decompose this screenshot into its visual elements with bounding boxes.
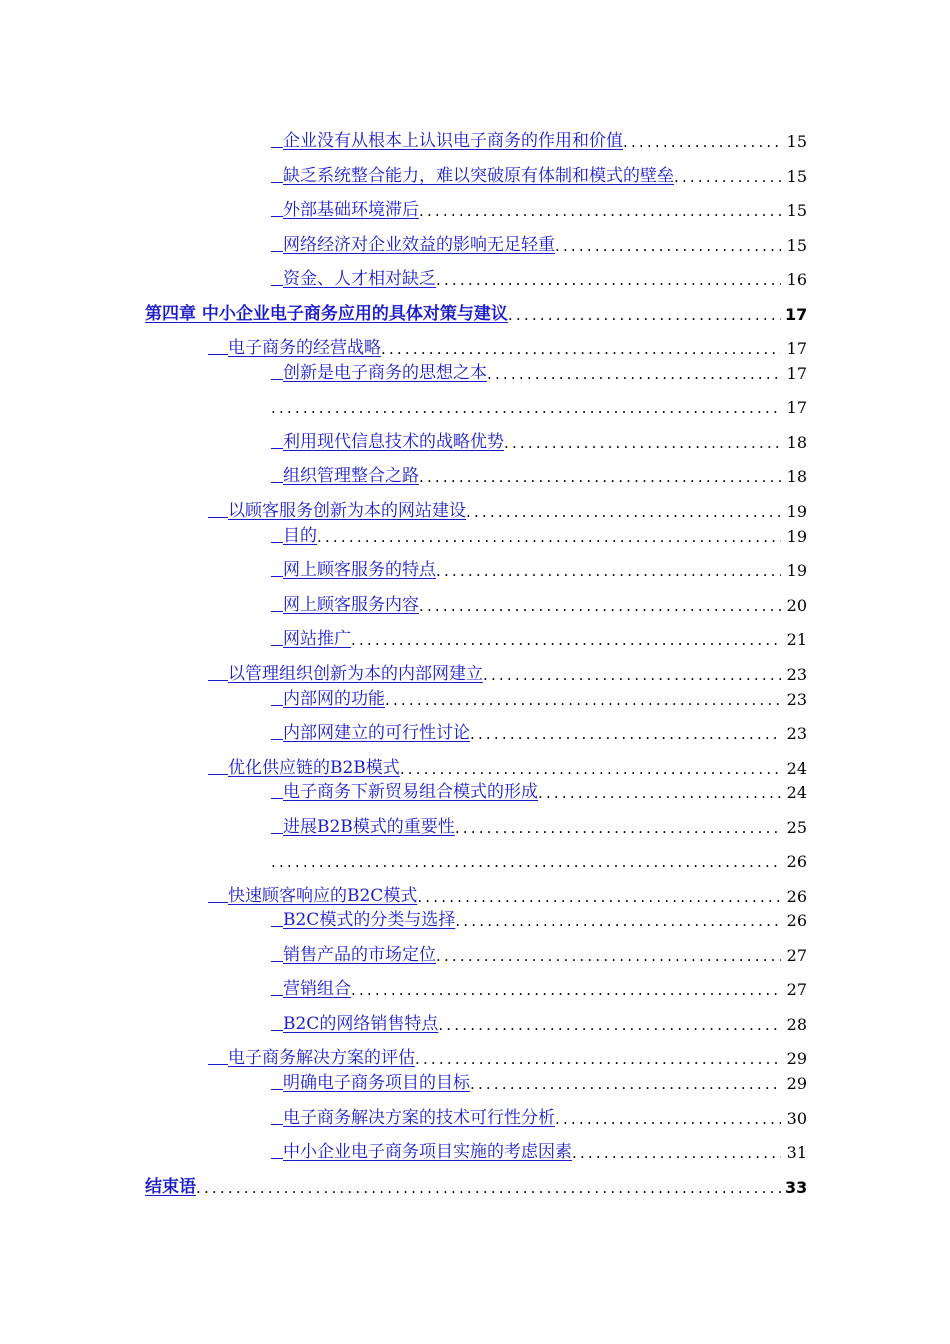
toc-entry[interactable] [271,357,807,383]
toc-entry-indent [208,516,228,518]
toc-entry[interactable] [271,554,807,580]
toc-entry-leader [555,1110,781,1128]
toc-entry-leader [572,1144,781,1162]
toc-entry[interactable] [208,495,807,521]
toc-entry-leader [381,340,781,358]
toc-entry-leader [470,1075,781,1093]
toc-entry-title[interactable]: 网站推广 [283,629,351,649]
toc-entry-leader [196,1179,781,1197]
toc-entry-indent [208,1063,228,1065]
toc-entry-page-number: 18 [786,433,807,452]
toc-entry[interactable] [271,1102,807,1128]
toc-entry-indent [208,901,228,903]
toc-entry-leader [455,819,781,837]
toc-entry-title[interactable]: 组织管理整合之路 [283,466,419,486]
toc-entry-page-number: 15 [786,167,807,186]
toc-entry-indent [271,481,283,483]
toc-entry-indent [271,447,283,449]
toc-entry-indent [271,1123,283,1125]
toc-entry[interactable] [271,160,807,186]
toc-entry-page-number: 28 [786,1015,807,1034]
toc-entry-indent [271,146,283,148]
toc-entry-title[interactable]: 以顾客服务创新为本的网站建设 [228,501,466,521]
toc-entry[interactable] [208,658,807,684]
toc-entry-title[interactable]: 结束语 [145,1177,196,1197]
toc-entry-leader [674,168,781,186]
toc-entry-title[interactable]: 网上顾客服务内容 [283,595,419,615]
toc-entry[interactable] [208,752,807,778]
toc-entry-leader [555,237,781,255]
toc-entry-indent [271,960,283,962]
toc-entry-indent [271,925,283,927]
toc-entry[interactable] [271,683,807,709]
toc-entry[interactable] [271,589,807,615]
toc-entry-title[interactable]: 第四章 中小企业电子商务应用的具体对策与建议 [145,304,508,324]
toc-entry-title[interactable]: 营销组合 [283,979,351,999]
toc-entry-leader [436,562,781,580]
toc-entry-page-number: 33 [785,1178,808,1197]
toc-entry-indent [271,797,283,799]
toc-entry-indent [208,679,228,681]
toc-entry[interactable] [271,391,807,417]
toc-entry-page-number: 15 [786,132,807,151]
toc-entry-leader [415,1050,781,1068]
toc-entry-page-number: 25 [786,818,807,837]
toc-entry[interactable] [208,332,807,358]
toc-entry-indent [271,738,283,740]
toc-entry-page-number: 19 [786,527,807,546]
toc-entry-indent [271,832,283,834]
toc-entry-page-number: 23 [786,724,807,743]
toc-entry-leader [504,434,781,452]
toc-entry-indent [271,704,283,706]
toc-entry-title[interactable]: 销售产品的市场定位 [283,945,436,965]
toc-entry-page-number: 24 [786,759,807,778]
toc-entry[interactable] [271,1008,807,1034]
toc-entry-title[interactable]: 快速顾客响应的B2C模式 [228,886,418,906]
toc-entry-page-number: 20 [786,596,807,615]
toc-entry-title[interactable]: 中小企业电子商务项目实施的考虑因素 [283,1142,572,1162]
toc-entry-leader [419,597,781,615]
toc-entry-indent [271,378,283,380]
toc-entry-title[interactable]: B2C模式的分类与选择 [283,910,456,930]
toc-entry-indent [271,250,283,252]
toc-entry[interactable] [271,194,807,220]
toc-entry[interactable] [271,1067,807,1093]
toc-entry-leader [483,666,781,684]
toc-entry-leader [419,468,781,486]
toc-entry-indent [271,541,283,543]
toc-entry-leader [538,784,781,802]
toc-entry-leader [487,365,781,383]
toc-entry[interactable] [271,1136,807,1162]
toc-entry-title[interactable]: 目的 [283,526,317,546]
toc-entry-indent [271,610,283,612]
toc-entry[interactable] [271,717,807,743]
toc-entry-page-number: 31 [786,1143,807,1162]
toc-entry-title[interactable]: 以管理组织创新为本的内部网建立 [228,664,483,684]
toc-entry-page-number: 29 [786,1049,807,1068]
toc-entry[interactable] [271,623,807,649]
toc-entry[interactable] [145,1171,807,1197]
toc-entry-indent [208,353,228,355]
toc-entry-page-number: 23 [786,690,807,709]
toc-entry-page-number: 23 [786,665,807,684]
toc-entry-page-number: 19 [786,561,807,580]
toc-entry-page-number: 19 [786,502,807,521]
toc-entry-leader [271,399,781,417]
toc-entry-title[interactable]: 网络经济对企业效益的影响无足轻重 [283,235,555,255]
toc-entry-indent [271,1157,283,1159]
toc-entry-title[interactable]: 资金、人才相对缺乏 [283,269,436,289]
toc-entry-page-number: 24 [786,783,807,802]
toc-entry-leader [436,271,781,289]
toc-entry-indent [271,181,283,183]
toc-entry[interactable] [271,426,807,452]
toc-entry-indent [271,215,283,217]
toc-entry[interactable] [208,1042,807,1068]
toc-entry-leader [508,306,781,324]
toc-entry-indent [271,1088,283,1090]
toc-entry[interactable] [271,904,807,930]
toc-entry-leader [470,725,781,743]
toc-entry-title[interactable]: 外部基础环境滞后 [283,200,419,220]
toc-entry-title[interactable]: 电子商务解决方案的技术可行性分析 [283,1108,555,1128]
toc-entry-title[interactable]: 优化供应链的B2B模式 [228,758,400,778]
toc-entry-page-number: 30 [786,1109,807,1128]
toc-entry[interactable] [145,298,807,324]
toc-entry-title[interactable]: 网上顾客服务的特点 [283,560,436,580]
toc-entry-page-number: 26 [786,887,807,906]
toc-entry-page-number: 27 [786,980,807,999]
toc-entry-page-number: 27 [786,946,807,965]
toc-entry-title[interactable]: 缺乏系统整合能力，难以突破原有体制和模式的壁垒 [283,166,674,186]
toc-entry-indent [271,284,283,286]
toc-entry-title[interactable]: 明确电子商务项目的目标 [283,1073,470,1093]
toc-entry-page-number: 18 [786,467,807,486]
toc-entry[interactable] [271,973,807,999]
toc-entry-indent [271,575,283,577]
toc-entry-page-number: 17 [786,398,807,417]
toc-entry-indent [271,994,283,996]
toc-entry-leader [419,202,781,220]
toc-entry-title[interactable]: 电子商务的经营战略 [228,338,381,358]
toc-entry[interactable] [271,125,807,151]
toc-entry[interactable] [271,811,807,837]
toc-entry-leader [317,528,781,546]
toc-entry[interactable] [271,263,807,289]
toc-entry[interactable] [271,229,807,255]
toc-entry-title[interactable]: 电子商务下新贸易组合模式的形成 [283,782,538,802]
toc-entry-page-number: 29 [786,1074,807,1093]
toc-entry[interactable] [271,845,807,871]
toc-entry-page-number: 17 [786,339,807,358]
toc-entry-title[interactable]: 内部网建立的可行性讨论 [283,723,470,743]
toc-entry-page-number: 16 [786,270,807,289]
toc-entry-leader [385,691,781,709]
toc-entry[interactable] [271,460,807,486]
toc-entry-page-number: 17 [785,305,808,324]
toc-entry-leader [351,631,781,649]
toc-entry-indent [271,1029,283,1031]
toc-entry-title[interactable]: 创新是电子商务的思想之本 [283,363,487,383]
toc-entry-title[interactable]: B2C的网络销售特点 [283,1014,439,1034]
toc-entry-leader [351,981,781,999]
toc-entry-page-number: 26 [786,852,807,871]
toc-entry-page-number: 21 [786,630,807,649]
toc-entry-title[interactable]: 进展B2B模式的重要性 [283,817,455,837]
toc-entry-leader [623,133,781,151]
toc-entry-page-number: 15 [786,236,807,255]
toc-entry-leader [436,947,781,965]
toc-entry-leader [438,1016,781,1034]
toc-entry-page-number: 26 [786,911,807,930]
toc-entry-page-number: 15 [786,201,807,220]
toc-entry-indent [208,773,228,775]
toc-entry-title[interactable]: 电子商务解决方案的评估 [228,1048,415,1068]
toc-entry-leader [455,912,781,930]
toc-entry-leader [271,853,781,871]
toc-entry-title[interactable]: 内部网的功能 [283,689,385,709]
toc-entry-page-number: 17 [786,364,807,383]
toc-entry[interactable] [271,939,807,965]
toc-entry-title[interactable]: 企业没有从根本上认识电子商务的作用和价值 [283,131,623,151]
toc-entry-indent [271,644,283,646]
toc-entry-title[interactable]: 利用现代信息技术的战略优势 [283,432,504,452]
toc-entry[interactable] [271,520,807,546]
toc-entry[interactable] [271,776,807,802]
toc-entry[interactable] [208,880,807,906]
toc-entry-leader [466,503,781,521]
